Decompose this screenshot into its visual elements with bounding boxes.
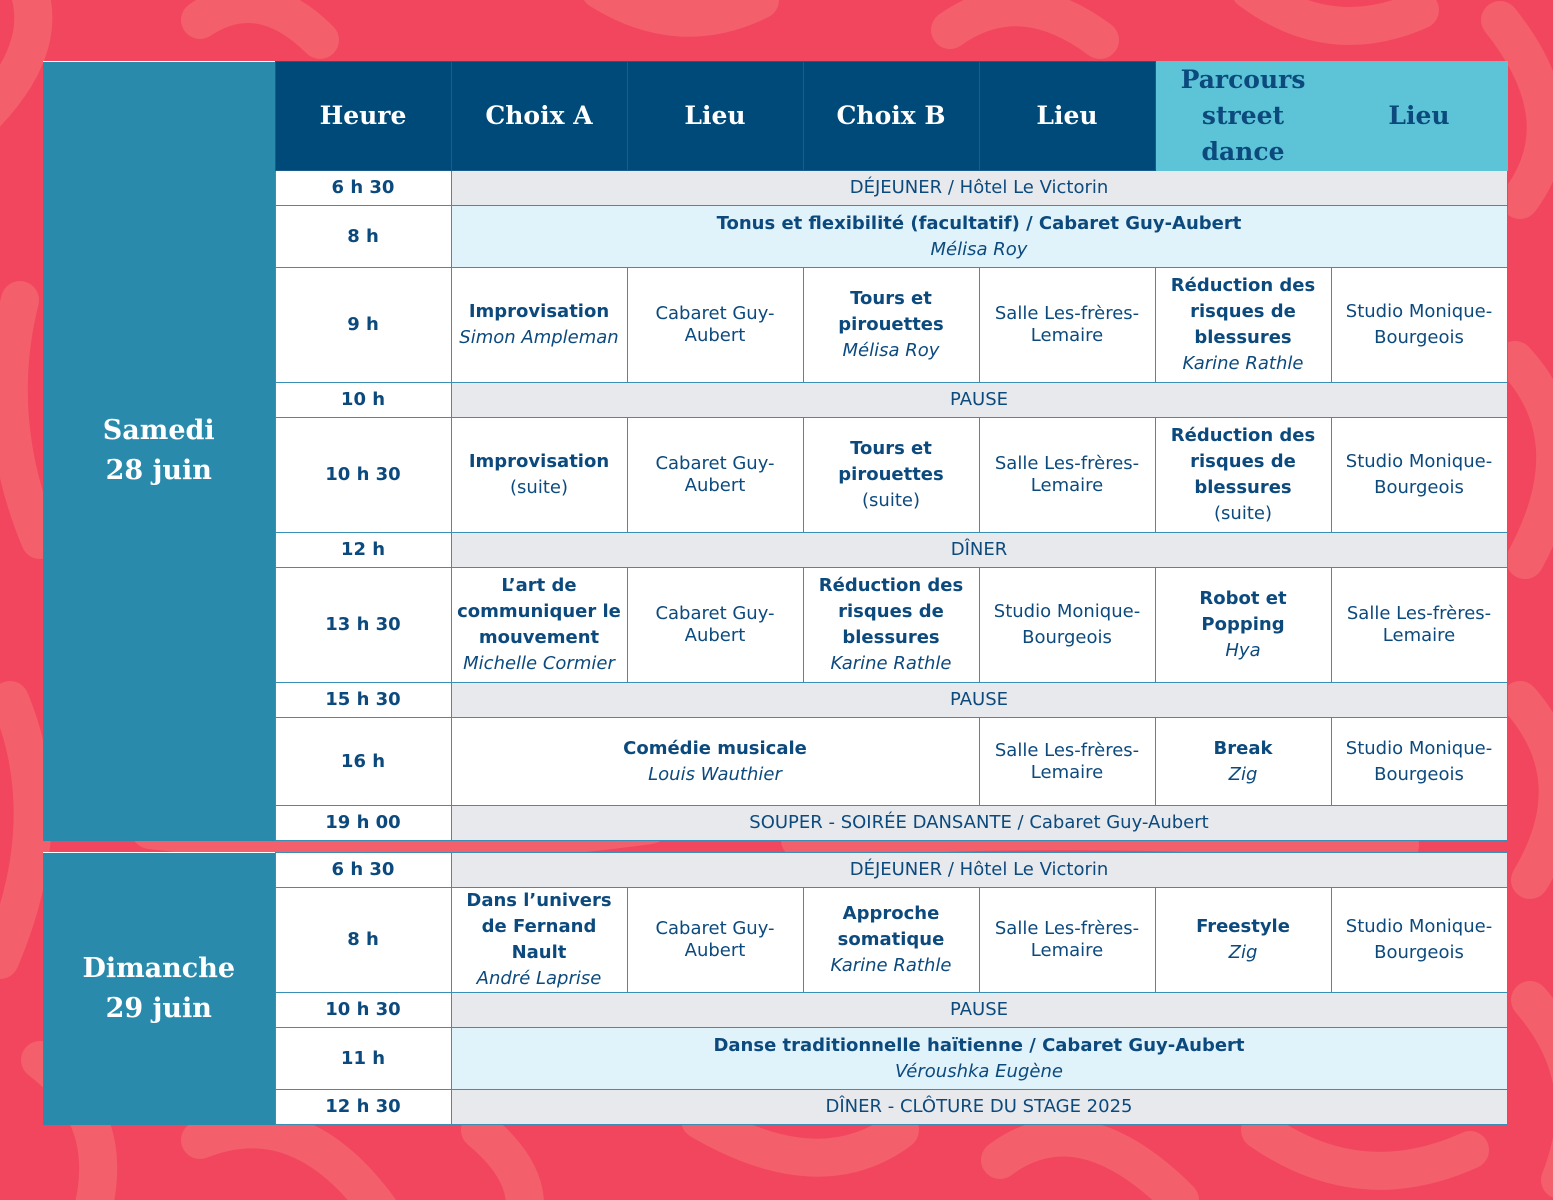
day-date: 28 juin bbox=[105, 455, 212, 486]
choice-b-cell bbox=[803, 568, 979, 683]
time-cell: 12 h bbox=[275, 533, 451, 568]
choice-a-cell bbox=[451, 568, 627, 683]
activity-title: Dans l’univers de Fernand Nault bbox=[466, 890, 612, 963]
activity-title: Comédie musicale bbox=[623, 737, 807, 759]
place-c-cell: Studio Monique-Bourgeois bbox=[1331, 268, 1507, 383]
place-b-cell: Salle Les-frères-Lemaire bbox=[979, 718, 1155, 806]
full-row-activity bbox=[451, 1028, 1507, 1090]
full-row-event: PAUSE bbox=[451, 683, 1507, 718]
place-c-cell: Studio Monique-Bourgeois bbox=[1331, 418, 1507, 533]
header-time: Heure bbox=[275, 62, 451, 171]
choice-a-cell bbox=[451, 418, 627, 533]
sunday-schedule bbox=[43, 852, 1508, 1125]
activity-person: Karine Rathle bbox=[830, 955, 952, 976]
activity-title: Improvisation bbox=[468, 451, 610, 472]
choice-a-cell bbox=[451, 268, 627, 383]
day-cell-saturday bbox=[43, 62, 275, 841]
activity-note: (suite) bbox=[510, 477, 568, 498]
activity-title: Approche somatique bbox=[837, 903, 945, 950]
header-choice-b: Choix B bbox=[803, 62, 979, 171]
activity-title: Freestyle bbox=[1196, 916, 1290, 937]
place-b-cell: Salle Les-frères-Lemaire bbox=[979, 888, 1155, 993]
place-a-cell: Cabaret Guy-Aubert bbox=[627, 268, 803, 383]
activity-person: Mélisa Roy bbox=[930, 238, 1028, 260]
header-place-a: Lieu bbox=[627, 62, 803, 171]
full-row-event: DÎNER bbox=[451, 533, 1507, 568]
time-cell: 10 h 30 bbox=[275, 993, 451, 1028]
time-cell: 11 h bbox=[275, 1028, 451, 1090]
time-cell: 10 h 30 bbox=[275, 418, 451, 533]
time-cell: 6 h 30 bbox=[275, 171, 451, 206]
place-a-cell: Cabaret Guy-Aubert bbox=[627, 888, 803, 993]
place-b-cell: Salle Les-frères-Lemaire bbox=[979, 268, 1155, 383]
activity-person: Mélisa Roy bbox=[842, 340, 940, 361]
activity-person: Louis Wauthier bbox=[648, 763, 782, 785]
day-cell-sunday bbox=[43, 853, 275, 1125]
time-cell: 8 h bbox=[275, 206, 451, 268]
activity-title: Réduction des risques de blessures bbox=[1170, 425, 1316, 498]
place-c-cell: Salle Les-frères-Lemaire bbox=[1331, 568, 1507, 683]
full-row-event: PAUSE bbox=[451, 993, 1507, 1028]
street-dance-cell bbox=[1155, 718, 1331, 806]
activity-title: Break bbox=[1213, 737, 1273, 759]
time-cell: 13 h 30 bbox=[275, 568, 451, 683]
day-name: Dimanche bbox=[82, 952, 236, 984]
activity-person: Véroushka Eugène bbox=[895, 1060, 1063, 1082]
time-cell: 12 h 30 bbox=[275, 1090, 451, 1125]
choice-b-cell bbox=[803, 418, 979, 533]
activity-note: (suite) bbox=[862, 490, 920, 511]
activity-title: Tours et pirouettes bbox=[838, 288, 944, 335]
full-row-event: DÎNER - CLÔTURE DU STAGE 2025 bbox=[451, 1090, 1507, 1125]
place-a-cell: Cabaret Guy-Aubert bbox=[627, 418, 803, 533]
time-cell: 16 h bbox=[275, 718, 451, 806]
header-row bbox=[43, 62, 1507, 171]
header-street-dance: Parcours street dance bbox=[1155, 62, 1331, 171]
place-c-cell: Studio Monique-Bourgeois bbox=[1331, 888, 1507, 993]
day-name: Samedi bbox=[102, 415, 215, 446]
activity-person: Karine Rathle bbox=[830, 653, 952, 674]
header-place-c: Lieu bbox=[1331, 62, 1507, 171]
activity-title: Réduction des risques de blessures bbox=[1170, 275, 1316, 348]
time-cell: 6 h 30 bbox=[275, 853, 451, 888]
activity-title: Robot et Popping bbox=[1199, 588, 1287, 635]
activity-title: Tours et pirouettes bbox=[838, 438, 944, 485]
activity-person: Simon Ampleman bbox=[459, 327, 619, 348]
activity-title: Réduction des risques de blessures bbox=[818, 575, 964, 648]
full-row-event: SOUPER - SOIRÉE DANSANTE / Cabaret Guy-Aubert bbox=[451, 806, 1507, 841]
time-cell: 9 h bbox=[275, 268, 451, 383]
street-dance-cell bbox=[1155, 268, 1331, 383]
activity-person: Karine Rathle bbox=[1182, 353, 1304, 374]
street-dance-cell bbox=[1155, 888, 1331, 993]
activity-person: Zig bbox=[1228, 942, 1258, 963]
activity-title: Danse traditionnelle haïtienne / Cabaret Guy-Aubert bbox=[713, 1034, 1245, 1056]
schedule-row bbox=[43, 853, 1507, 888]
time-cell: 10 h bbox=[275, 383, 451, 418]
place-b-cell: Salle Les-frères-Lemaire bbox=[979, 418, 1155, 533]
street-dance-cell bbox=[1155, 568, 1331, 683]
time-cell: 19 h 00 bbox=[275, 806, 451, 841]
activity-title: Tonus et flexibilité (facultatif) / Cabaret Guy-Aubert bbox=[716, 212, 1242, 234]
full-row-event: DÉJEUNER / Hôtel Le Victorin bbox=[451, 171, 1507, 206]
time-cell: 8 h bbox=[275, 888, 451, 993]
saturday-schedule bbox=[43, 61, 1508, 841]
choice-b-cell bbox=[803, 888, 979, 993]
day-date: 29 juin bbox=[105, 992, 212, 1024]
full-row-activity bbox=[451, 206, 1507, 268]
street-dance-cell bbox=[1155, 418, 1331, 533]
place-a-cell: Cabaret Guy-Aubert bbox=[627, 568, 803, 683]
activity-note: (suite) bbox=[1214, 503, 1272, 524]
choice-b-cell bbox=[803, 268, 979, 383]
place-b-cell: Studio Monique-Bourgeois bbox=[979, 568, 1155, 683]
activity-title: L’art de communiquer le mouvement bbox=[457, 575, 621, 648]
place-c-cell: Studio Monique-Bourgeois bbox=[1331, 718, 1507, 806]
full-row-event: DÉJEUNER / Hôtel Le Victorin bbox=[451, 853, 1507, 888]
time-cell: 15 h 30 bbox=[275, 683, 451, 718]
activity-person: Hya bbox=[1225, 640, 1261, 661]
activity-person: André Laprise bbox=[476, 968, 602, 989]
choice-ab-cell bbox=[451, 718, 979, 806]
header-place-b: Lieu bbox=[979, 62, 1155, 171]
activity-title: Improvisation bbox=[468, 301, 610, 322]
activity-person: Zig bbox=[1228, 763, 1258, 785]
header-choice-a: Choix A bbox=[451, 62, 627, 171]
full-row-event: PAUSE bbox=[451, 383, 1507, 418]
activity-person: Michelle Cormier bbox=[463, 653, 615, 674]
choice-a-cell bbox=[451, 888, 627, 993]
